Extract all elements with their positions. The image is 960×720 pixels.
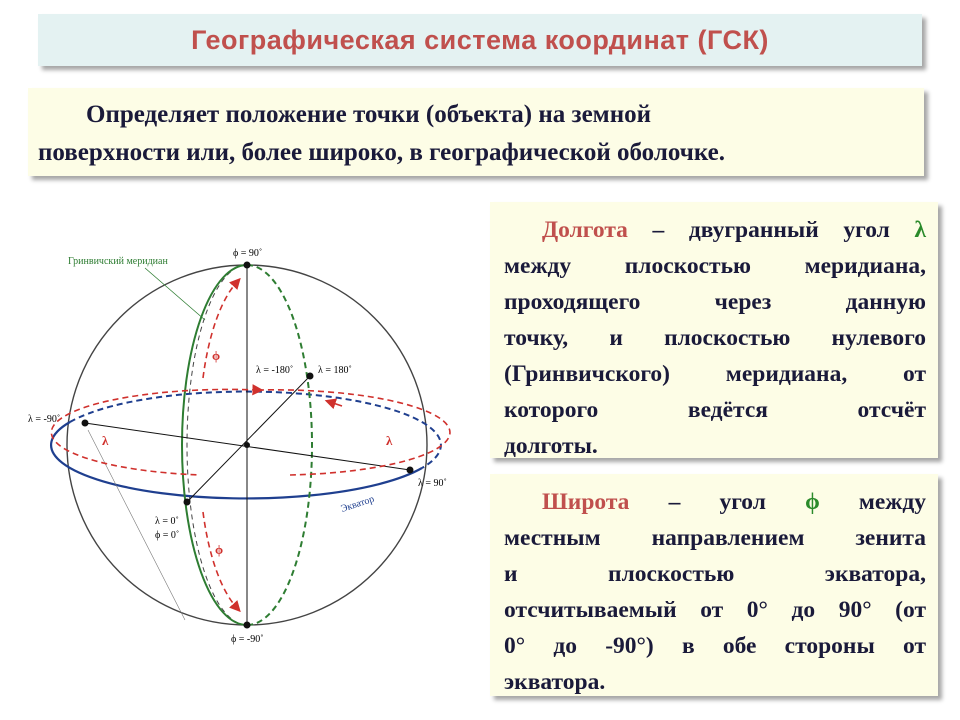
latitude-line-1: Широта – угол ϕ между: [542, 489, 926, 515]
greenwich-label: Гринвичский меридиан: [68, 256, 168, 267]
greenwich-pointer: [145, 268, 205, 320]
phi-lower-symbol: ϕ: [215, 542, 224, 557]
point-lambda-90: [407, 467, 414, 474]
point-lambda-0: [184, 499, 191, 506]
longitude-term: Долгота: [542, 217, 628, 243]
point-center: [244, 442, 250, 448]
longitude-line-2: между плоскостью меридиана,: [504, 253, 926, 279]
equator-back: [70, 392, 441, 468]
point-lambda-180: [307, 373, 314, 380]
arrow-lambda-left: [51, 389, 258, 475]
north-pole-label: ϕ = 90˚: [233, 248, 263, 259]
latitude-line-3: и плоскостью экватора,: [504, 561, 926, 587]
arrow-lambda-back: [330, 402, 342, 406]
longitude-line-7: долготы.: [504, 433, 598, 459]
phi-symbol: ϕ: [805, 489, 820, 515]
longitude-line-4: точку, и плоскостью нулевого: [504, 325, 926, 351]
page-title: Географическая система координат (ГСК): [191, 24, 769, 55]
intro-line-1: Определяет положение точки (объекта) на земной: [86, 101, 652, 128]
intro-box: [28, 88, 924, 176]
arrow-phi-lower: [203, 512, 237, 608]
lambda-0-label: λ = 0˚: [155, 516, 179, 527]
lambda-90-label: λ = 90˚: [418, 478, 447, 489]
phi-upper-symbol: ϕ: [212, 348, 221, 363]
lambda-symbol: λ: [914, 217, 926, 243]
latitude-box: [490, 474, 938, 696]
diameter-greenwich: [187, 376, 310, 502]
latitude-term: Широта: [542, 489, 630, 515]
longitude-line-5: (Гринвичского) меридиана, от: [504, 361, 926, 387]
longitude-line-3: проходящего через данную: [504, 289, 926, 315]
intro-line-2: поверхности или, более широко, в географической оболочке.: [38, 139, 725, 166]
latitude-line-5: 0° до -90°) в обе стороны от: [504, 633, 926, 659]
lambda-left-symbol: λ: [102, 433, 109, 448]
point-lambda-m90: [82, 420, 89, 427]
lambda-m180-label: λ = -180˚: [256, 365, 294, 376]
latitude-line-2: местным направлением зенита: [504, 525, 926, 551]
lambda-180-label: λ = 180˚: [318, 365, 352, 376]
greenwich-meridian-back: [247, 265, 312, 625]
equator-label: Экватор: [339, 493, 376, 515]
phi-0-label: ϕ = 0˚: [155, 530, 180, 541]
longitude-line-6: которого ведётся отсчёт: [504, 397, 926, 423]
longitude-box: [490, 202, 938, 458]
globe-diagram: [0, 190, 480, 660]
lambda-right-symbol: λ: [386, 433, 393, 448]
south-pole-label: ϕ = -90˚: [231, 634, 264, 645]
lambda-m90-label: λ = -90˚: [28, 414, 61, 425]
arrow-phi-upper: [203, 282, 237, 378]
title-bar: [38, 14, 922, 66]
point-south-pole: [244, 622, 251, 629]
point-north-pole: [244, 262, 251, 269]
latitude-line-4: отсчитываемый от 0° до 90° (от: [504, 597, 926, 623]
longitude-line-1: Долгота – двугранный угол λ: [542, 217, 926, 243]
latitude-line-6: экватора.: [504, 669, 606, 695]
